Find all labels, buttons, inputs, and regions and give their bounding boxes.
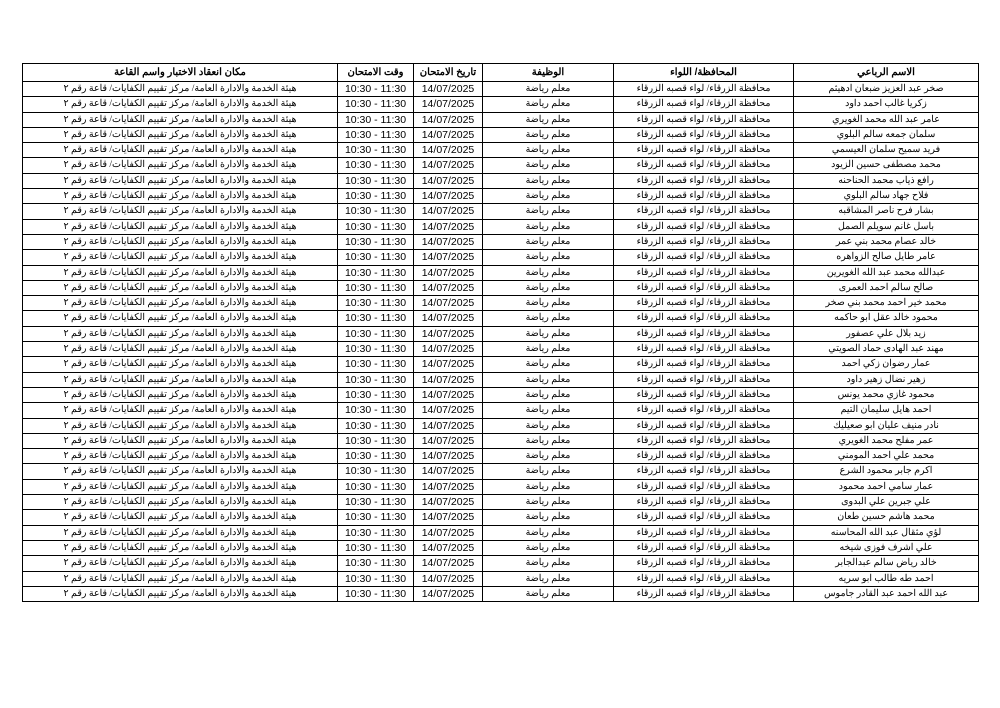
date-cell: 14/07/2025 xyxy=(414,326,483,341)
time-cell: 10:30 - 11:30 xyxy=(338,571,414,586)
job-cell: معلم رياضة xyxy=(483,97,614,112)
exam-schedule-table xyxy=(22,63,979,602)
table-row xyxy=(23,387,979,402)
time-cell: 10:30 - 11:30 xyxy=(338,540,414,555)
job-cell: معلم رياضة xyxy=(483,525,614,540)
governorate-cell: محافظة الزرقاء/ لواء قصبه الزرقاء xyxy=(614,464,794,479)
name-cell: فريد سميح سلمان العيسمي xyxy=(794,143,979,158)
name-cell: عبد الله احمد عبد القادر جاموس xyxy=(794,586,979,601)
column-header-exam-time: وقت الامتحان xyxy=(338,64,414,82)
governorate-cell: محافظة الزرقاء/ لواء قصبه الزرقاء xyxy=(614,525,794,540)
time-cell: 10:30 - 11:30 xyxy=(338,479,414,494)
job-cell: معلم رياضة xyxy=(483,280,614,295)
table-row xyxy=(23,540,979,555)
location-cell: هيئة الخدمة والادارة العامة/ مركز تقييم الكفايات/ قاعة رقم ٢ xyxy=(23,143,338,158)
time-cell: 10:30 - 11:30 xyxy=(338,586,414,601)
governorate-cell: محافظة الزرقاء/ لواء قصبه الزرقاء xyxy=(614,265,794,280)
location-cell: هيئة الخدمة والادارة العامة/ مركز تقييم الكفايات/ قاعة رقم ٢ xyxy=(23,326,338,341)
job-cell: معلم رياضة xyxy=(483,540,614,555)
table-row xyxy=(23,234,979,249)
governorate-cell: محافظة الزرقاء/ لواء قصبه الزرقاء xyxy=(614,510,794,525)
date-cell: 14/07/2025 xyxy=(414,189,483,204)
governorate-cell: محافظة الزرقاء/ لواء قصبه الزرقاء xyxy=(614,143,794,158)
time-cell: 10:30 - 11:30 xyxy=(338,433,414,448)
job-cell: معلم رياضة xyxy=(483,510,614,525)
table-row xyxy=(23,342,979,357)
name-cell: زهير نضال زهير داود xyxy=(794,372,979,387)
name-cell: علي اشرف فوزى شيخه xyxy=(794,540,979,555)
governorate-cell: محافظة الزرقاء/ لواء قصبه الزرقاء xyxy=(614,204,794,219)
table-row xyxy=(23,495,979,510)
date-cell: 14/07/2025 xyxy=(414,387,483,402)
job-cell: معلم رياضة xyxy=(483,158,614,173)
location-cell: هيئة الخدمة والادارة العامة/ مركز تقييم الكفايات/ قاعة رقم ٢ xyxy=(23,250,338,265)
governorate-cell: محافظة الزرقاء/ لواء قصبه الزرقاء xyxy=(614,449,794,464)
time-cell: 10:30 - 11:30 xyxy=(338,449,414,464)
date-cell: 14/07/2025 xyxy=(414,280,483,295)
name-cell: احمد هايل سليمان التيم xyxy=(794,403,979,418)
location-cell: هيئة الخدمة والادارة العامة/ مركز تقييم الكفايات/ قاعة رقم ٢ xyxy=(23,403,338,418)
table-row xyxy=(23,173,979,188)
time-cell: 10:30 - 11:30 xyxy=(338,495,414,510)
job-cell: معلم رياضة xyxy=(483,143,614,158)
location-cell: هيئة الخدمة والادارة العامة/ مركز تقييم الكفايات/ قاعة رقم ٢ xyxy=(23,127,338,142)
governorate-cell: محافظة الزرقاء/ لواء قصبه الزرقاء xyxy=(614,326,794,341)
location-cell: هيئة الخدمة والادارة العامة/ مركز تقييم الكفايات/ قاعة رقم ٢ xyxy=(23,586,338,601)
name-cell: لؤي مثقال عبد الله المحاسنه xyxy=(794,525,979,540)
job-cell: معلم رياضة xyxy=(483,387,614,402)
time-cell: 10:30 - 11:30 xyxy=(338,189,414,204)
location-cell: هيئة الخدمة والادارة العامة/ مركز تقييم الكفايات/ قاعة رقم ٢ xyxy=(23,82,338,97)
time-cell: 10:30 - 11:30 xyxy=(338,387,414,402)
time-cell: 10:30 - 11:30 xyxy=(338,82,414,97)
job-cell: معلم رياضة xyxy=(483,372,614,387)
time-cell: 10:30 - 11:30 xyxy=(338,234,414,249)
date-cell: 14/07/2025 xyxy=(414,540,483,555)
name-cell: زكريا غالب احمد داود xyxy=(794,97,979,112)
location-cell: هيئة الخدمة والادارة العامة/ مركز تقييم الكفايات/ قاعة رقم ٢ xyxy=(23,495,338,510)
date-cell: 14/07/2025 xyxy=(414,372,483,387)
table-row xyxy=(23,571,979,586)
date-cell: 14/07/2025 xyxy=(414,112,483,127)
governorate-cell: محافظة الزرقاء/ لواء قصبه الزرقاء xyxy=(614,495,794,510)
job-cell: معلم رياضة xyxy=(483,173,614,188)
name-cell: عمار سامي احمد محمود xyxy=(794,479,979,494)
governorate-cell: محافظة الزرقاء/ لواء قصبه الزرقاء xyxy=(614,586,794,601)
table-row xyxy=(23,510,979,525)
job-cell: معلم رياضة xyxy=(483,234,614,249)
table-row xyxy=(23,82,979,97)
governorate-cell: محافظة الزرقاء/ لواء قصبه الزرقاء xyxy=(614,479,794,494)
table-row xyxy=(23,127,979,142)
job-cell: معلم رياضة xyxy=(483,357,614,372)
governorate-cell: محافظة الزرقاء/ لواء قصبه الزرقاء xyxy=(614,158,794,173)
location-cell: هيئة الخدمة والادارة العامة/ مركز تقييم الكفايات/ قاعة رقم ٢ xyxy=(23,173,338,188)
column-header-location: مكان انعقاد الاختبار واسم القاعة xyxy=(23,64,338,82)
job-cell: معلم رياضة xyxy=(483,571,614,586)
job-cell: معلم رياضة xyxy=(483,189,614,204)
date-cell: 14/07/2025 xyxy=(414,265,483,280)
time-cell: 10:30 - 11:30 xyxy=(338,510,414,525)
table-row xyxy=(23,250,979,265)
job-cell: معلم رياضة xyxy=(483,403,614,418)
job-cell: معلم رياضة xyxy=(483,556,614,571)
name-cell: محمد علي احمد المومني xyxy=(794,449,979,464)
time-cell: 10:30 - 11:30 xyxy=(338,265,414,280)
location-cell: هيئة الخدمة والادارة العامة/ مركز تقييم الكفايات/ قاعة رقم ٢ xyxy=(23,525,338,540)
table-row xyxy=(23,311,979,326)
name-cell: احمد طه طالب ابو سريه xyxy=(794,571,979,586)
time-cell: 10:30 - 11:30 xyxy=(338,112,414,127)
time-cell: 10:30 - 11:30 xyxy=(338,127,414,142)
governorate-cell: محافظة الزرقاء/ لواء قصبه الزرقاء xyxy=(614,433,794,448)
job-cell: معلم رياضة xyxy=(483,265,614,280)
date-cell: 14/07/2025 xyxy=(414,418,483,433)
location-cell: هيئة الخدمة والادارة العامة/ مركز تقييم الكفايات/ قاعة رقم ٢ xyxy=(23,387,338,402)
job-cell: معلم رياضة xyxy=(483,82,614,97)
table-row xyxy=(23,143,979,158)
column-header-name: الاسم الرباعي xyxy=(794,64,979,82)
column-header-exam-date: تاريخ الامتحان xyxy=(414,64,483,82)
name-cell: صالح سالم احمد العمرى xyxy=(794,280,979,295)
location-cell: هيئة الخدمة والادارة العامة/ مركز تقييم الكفايات/ قاعة رقم ٢ xyxy=(23,372,338,387)
date-cell: 14/07/2025 xyxy=(414,219,483,234)
date-cell: 14/07/2025 xyxy=(414,403,483,418)
governorate-cell: محافظة الزرقاء/ لواء قصبه الزرقاء xyxy=(614,250,794,265)
table-row xyxy=(23,265,979,280)
name-cell: محمد هاشم حسين طعان xyxy=(794,510,979,525)
job-cell: معلم رياضة xyxy=(483,586,614,601)
location-cell: هيئة الخدمة والادارة العامة/ مركز تقييم الكفايات/ قاعة رقم ٢ xyxy=(23,464,338,479)
time-cell: 10:30 - 11:30 xyxy=(338,403,414,418)
date-cell: 14/07/2025 xyxy=(414,234,483,249)
location-cell: هيئة الخدمة والادارة العامة/ مركز تقييم الكفايات/ قاعة رقم ٢ xyxy=(23,234,338,249)
table-row xyxy=(23,158,979,173)
job-cell: معلم رياضة xyxy=(483,250,614,265)
governorate-cell: محافظة الزرقاء/ لواء قصبه الزرقاء xyxy=(614,342,794,357)
name-cell: عامر طايل صالح الزواهره xyxy=(794,250,979,265)
date-cell: 14/07/2025 xyxy=(414,510,483,525)
governorate-cell: محافظة الزرقاء/ لواء قصبه الزرقاء xyxy=(614,372,794,387)
time-cell: 10:30 - 11:30 xyxy=(338,250,414,265)
time-cell: 10:30 - 11:30 xyxy=(338,219,414,234)
governorate-cell: محافظة الزرقاء/ لواء قصبه الزرقاء xyxy=(614,387,794,402)
governorate-cell: محافظة الزرقاء/ لواء قصبه الزرقاء xyxy=(614,403,794,418)
name-cell: صخر عبد العزيز ضبعان ادهيثم xyxy=(794,82,979,97)
governorate-cell: محافظة الزرقاء/ لواء قصبه الزرقاء xyxy=(614,556,794,571)
time-cell: 10:30 - 11:30 xyxy=(338,464,414,479)
governorate-cell: محافظة الزرقاء/ لواء قصبه الزرقاء xyxy=(614,540,794,555)
date-cell: 14/07/2025 xyxy=(414,97,483,112)
date-cell: 14/07/2025 xyxy=(414,464,483,479)
location-cell: هيئة الخدمة والادارة العامة/ مركز تقييم الكفايات/ قاعة رقم ٢ xyxy=(23,540,338,555)
name-cell: سلمان جمعه سالم البلوي xyxy=(794,127,979,142)
location-cell: هيئة الخدمة والادارة العامة/ مركز تقييم الكفايات/ قاعة رقم ٢ xyxy=(23,158,338,173)
governorate-cell: محافظة الزرقاء/ لواء قصبه الزرقاء xyxy=(614,418,794,433)
time-cell: 10:30 - 11:30 xyxy=(338,357,414,372)
table-row xyxy=(23,464,979,479)
governorate-cell: محافظة الزرقاء/ لواء قصبه الزرقاء xyxy=(614,219,794,234)
date-cell: 14/07/2025 xyxy=(414,82,483,97)
name-cell: محمد مصطفى حسين الزيود xyxy=(794,158,979,173)
job-cell: معلم رياضة xyxy=(483,296,614,311)
table-row xyxy=(23,296,979,311)
time-cell: 10:30 - 11:30 xyxy=(338,158,414,173)
location-cell: هيئة الخدمة والادارة العامة/ مركز تقييم الكفايات/ قاعة رقم ٢ xyxy=(23,265,338,280)
table-row xyxy=(23,525,979,540)
name-cell: بشار فرح ناصر المشاقبه xyxy=(794,204,979,219)
job-cell: معلم رياضة xyxy=(483,219,614,234)
name-cell: عمار رضوان زكي احمد xyxy=(794,357,979,372)
name-cell: عامر عبد الله محمد الغويري xyxy=(794,112,979,127)
job-cell: معلم رياضة xyxy=(483,342,614,357)
name-cell: فلاح جهاد سالم البلوي xyxy=(794,189,979,204)
date-cell: 14/07/2025 xyxy=(414,479,483,494)
table-row xyxy=(23,326,979,341)
governorate-cell: محافظة الزرقاء/ لواء قصبه الزرقاء xyxy=(614,311,794,326)
date-cell: 14/07/2025 xyxy=(414,296,483,311)
time-cell: 10:30 - 11:30 xyxy=(338,372,414,387)
date-cell: 14/07/2025 xyxy=(414,342,483,357)
column-header-governorate: المحافظة/ اللواء xyxy=(614,64,794,82)
time-cell: 10:30 - 11:30 xyxy=(338,418,414,433)
date-cell: 14/07/2025 xyxy=(414,357,483,372)
governorate-cell: محافظة الزرقاء/ لواء قصبه الزرقاء xyxy=(614,189,794,204)
location-cell: هيئة الخدمة والادارة العامة/ مركز تقييم الكفايات/ قاعة رقم ٢ xyxy=(23,189,338,204)
time-cell: 10:30 - 11:30 xyxy=(338,311,414,326)
name-cell: عمر مفلح محمد الغويري xyxy=(794,433,979,448)
table-row xyxy=(23,204,979,219)
table-row xyxy=(23,418,979,433)
time-cell: 10:30 - 11:30 xyxy=(338,556,414,571)
job-cell: معلم رياضة xyxy=(483,418,614,433)
date-cell: 14/07/2025 xyxy=(414,586,483,601)
location-cell: هيئة الخدمة والادارة العامة/ مركز تقييم الكفايات/ قاعة رقم ٢ xyxy=(23,571,338,586)
name-cell: خالد عصام محمد بني عمر xyxy=(794,234,979,249)
location-cell: هيئة الخدمة والادارة العامة/ مركز تقييم الكفايات/ قاعة رقم ٢ xyxy=(23,556,338,571)
location-cell: هيئة الخدمة والادارة العامة/ مركز تقييم الكفايات/ قاعة رقم ٢ xyxy=(23,449,338,464)
time-cell: 10:30 - 11:30 xyxy=(338,204,414,219)
governorate-cell: محافظة الزرقاء/ لواء قصبه الزرقاء xyxy=(614,296,794,311)
table-row xyxy=(23,403,979,418)
name-cell: محمود غازي محمد يونس xyxy=(794,387,979,402)
table-row xyxy=(23,280,979,295)
date-cell: 14/07/2025 xyxy=(414,204,483,219)
time-cell: 10:30 - 11:30 xyxy=(338,326,414,341)
job-cell: معلم رياضة xyxy=(483,433,614,448)
location-cell: هيئة الخدمة والادارة العامة/ مركز تقييم الكفايات/ قاعة رقم ٢ xyxy=(23,204,338,219)
table-row xyxy=(23,97,979,112)
table-row xyxy=(23,433,979,448)
location-cell: هيئة الخدمة والادارة العامة/ مركز تقييم الكفايات/ قاعة رقم ٢ xyxy=(23,112,338,127)
date-cell: 14/07/2025 xyxy=(414,173,483,188)
date-cell: 14/07/2025 xyxy=(414,127,483,142)
location-cell: هيئة الخدمة والادارة العامة/ مركز تقييم الكفايات/ قاعة رقم ٢ xyxy=(23,219,338,234)
date-cell: 14/07/2025 xyxy=(414,525,483,540)
job-cell: معلم رياضة xyxy=(483,449,614,464)
job-cell: معلم رياضة xyxy=(483,464,614,479)
location-cell: هيئة الخدمة والادارة العامة/ مركز تقييم الكفايات/ قاعة رقم ٢ xyxy=(23,311,338,326)
name-cell: عبدالله محمد عبد الله الغويرين xyxy=(794,265,979,280)
name-cell: نادر منيف عليان ابو صعيليك xyxy=(794,418,979,433)
job-cell: معلم رياضة xyxy=(483,326,614,341)
table-row xyxy=(23,219,979,234)
location-cell: هيئة الخدمة والادارة العامة/ مركز تقييم الكفايات/ قاعة رقم ٢ xyxy=(23,280,338,295)
time-cell: 10:30 - 11:30 xyxy=(338,97,414,112)
governorate-cell: محافظة الزرقاء/ لواء قصبه الزرقاء xyxy=(614,112,794,127)
name-cell: رافع ذياب محمد الحناحنه xyxy=(794,173,979,188)
location-cell: هيئة الخدمة والادارة العامة/ مركز تقييم الكفايات/ قاعة رقم ٢ xyxy=(23,418,338,433)
governorate-cell: محافظة الزرقاء/ لواء قصبه الزرقاء xyxy=(614,357,794,372)
date-cell: 14/07/2025 xyxy=(414,250,483,265)
name-cell: اكرم جابر محمود الشرع xyxy=(794,464,979,479)
name-cell: مهند عبد الهادى حماد الصويتي xyxy=(794,342,979,357)
governorate-cell: محافظة الزرقاء/ لواء قصبه الزرقاء xyxy=(614,97,794,112)
job-cell: معلم رياضة xyxy=(483,495,614,510)
job-cell: معلم رياضة xyxy=(483,311,614,326)
table-row xyxy=(23,556,979,571)
governorate-cell: محافظة الزرقاء/ لواء قصبه الزرقاء xyxy=(614,82,794,97)
date-cell: 14/07/2025 xyxy=(414,433,483,448)
job-cell: معلم رياضة xyxy=(483,127,614,142)
job-cell: معلم رياضة xyxy=(483,204,614,219)
location-cell: هيئة الخدمة والادارة العامة/ مركز تقييم الكفايات/ قاعة رقم ٢ xyxy=(23,510,338,525)
name-cell: محمد خير احمد محمد بني صخر xyxy=(794,296,979,311)
location-cell: هيئة الخدمة والادارة العامة/ مركز تقييم الكفايات/ قاعة رقم ٢ xyxy=(23,97,338,112)
column-header-job: الوظيفة xyxy=(483,64,614,82)
time-cell: 10:30 - 11:30 xyxy=(338,280,414,295)
name-cell: خالد رياض سالم عبدالجابر xyxy=(794,556,979,571)
date-cell: 14/07/2025 xyxy=(414,449,483,464)
table-row xyxy=(23,357,979,372)
governorate-cell: محافظة الزرقاء/ لواء قصبه الزرقاء xyxy=(614,234,794,249)
time-cell: 10:30 - 11:30 xyxy=(338,143,414,158)
name-cell: علي جبرين علي البدوى xyxy=(794,495,979,510)
governorate-cell: محافظة الزرقاء/ لواء قصبه الزرقاء xyxy=(614,173,794,188)
location-cell: هيئة الخدمة والادارة العامة/ مركز تقييم الكفايات/ قاعة رقم ٢ xyxy=(23,357,338,372)
name-cell: باسل غانم سويلم الصمل xyxy=(794,219,979,234)
table-header-row xyxy=(23,64,979,82)
date-cell: 14/07/2025 xyxy=(414,571,483,586)
location-cell: هيئة الخدمة والادارة العامة/ مركز تقييم الكفايات/ قاعة رقم ٢ xyxy=(23,296,338,311)
name-cell: زيد بلال علي عصفور xyxy=(794,326,979,341)
date-cell: 14/07/2025 xyxy=(414,143,483,158)
table-row xyxy=(23,586,979,601)
table-row xyxy=(23,372,979,387)
governorate-cell: محافظة الزرقاء/ لواء قصبه الزرقاء xyxy=(614,127,794,142)
table-row xyxy=(23,449,979,464)
governorate-cell: محافظة الزرقاء/ لواء قصبه الزرقاء xyxy=(614,571,794,586)
location-cell: هيئة الخدمة والادارة العامة/ مركز تقييم الكفايات/ قاعة رقم ٢ xyxy=(23,479,338,494)
date-cell: 14/07/2025 xyxy=(414,495,483,510)
name-cell: محمود خالد عقل ابو حاكمه xyxy=(794,311,979,326)
time-cell: 10:30 - 11:30 xyxy=(338,173,414,188)
governorate-cell: محافظة الزرقاء/ لواء قصبه الزرقاء xyxy=(614,280,794,295)
location-cell: هيئة الخدمة والادارة العامة/ مركز تقييم الكفايات/ قاعة رقم ٢ xyxy=(23,342,338,357)
time-cell: 10:30 - 11:30 xyxy=(338,296,414,311)
table-row xyxy=(23,112,979,127)
time-cell: 10:30 - 11:30 xyxy=(338,525,414,540)
date-cell: 14/07/2025 xyxy=(414,158,483,173)
date-cell: 14/07/2025 xyxy=(414,556,483,571)
table-row xyxy=(23,189,979,204)
location-cell: هيئة الخدمة والادارة العامة/ مركز تقييم الكفايات/ قاعة رقم ٢ xyxy=(23,433,338,448)
time-cell: 10:30 - 11:30 xyxy=(338,342,414,357)
job-cell: معلم رياضة xyxy=(483,479,614,494)
table-row xyxy=(23,479,979,494)
date-cell: 14/07/2025 xyxy=(414,311,483,326)
job-cell: معلم رياضة xyxy=(483,112,614,127)
